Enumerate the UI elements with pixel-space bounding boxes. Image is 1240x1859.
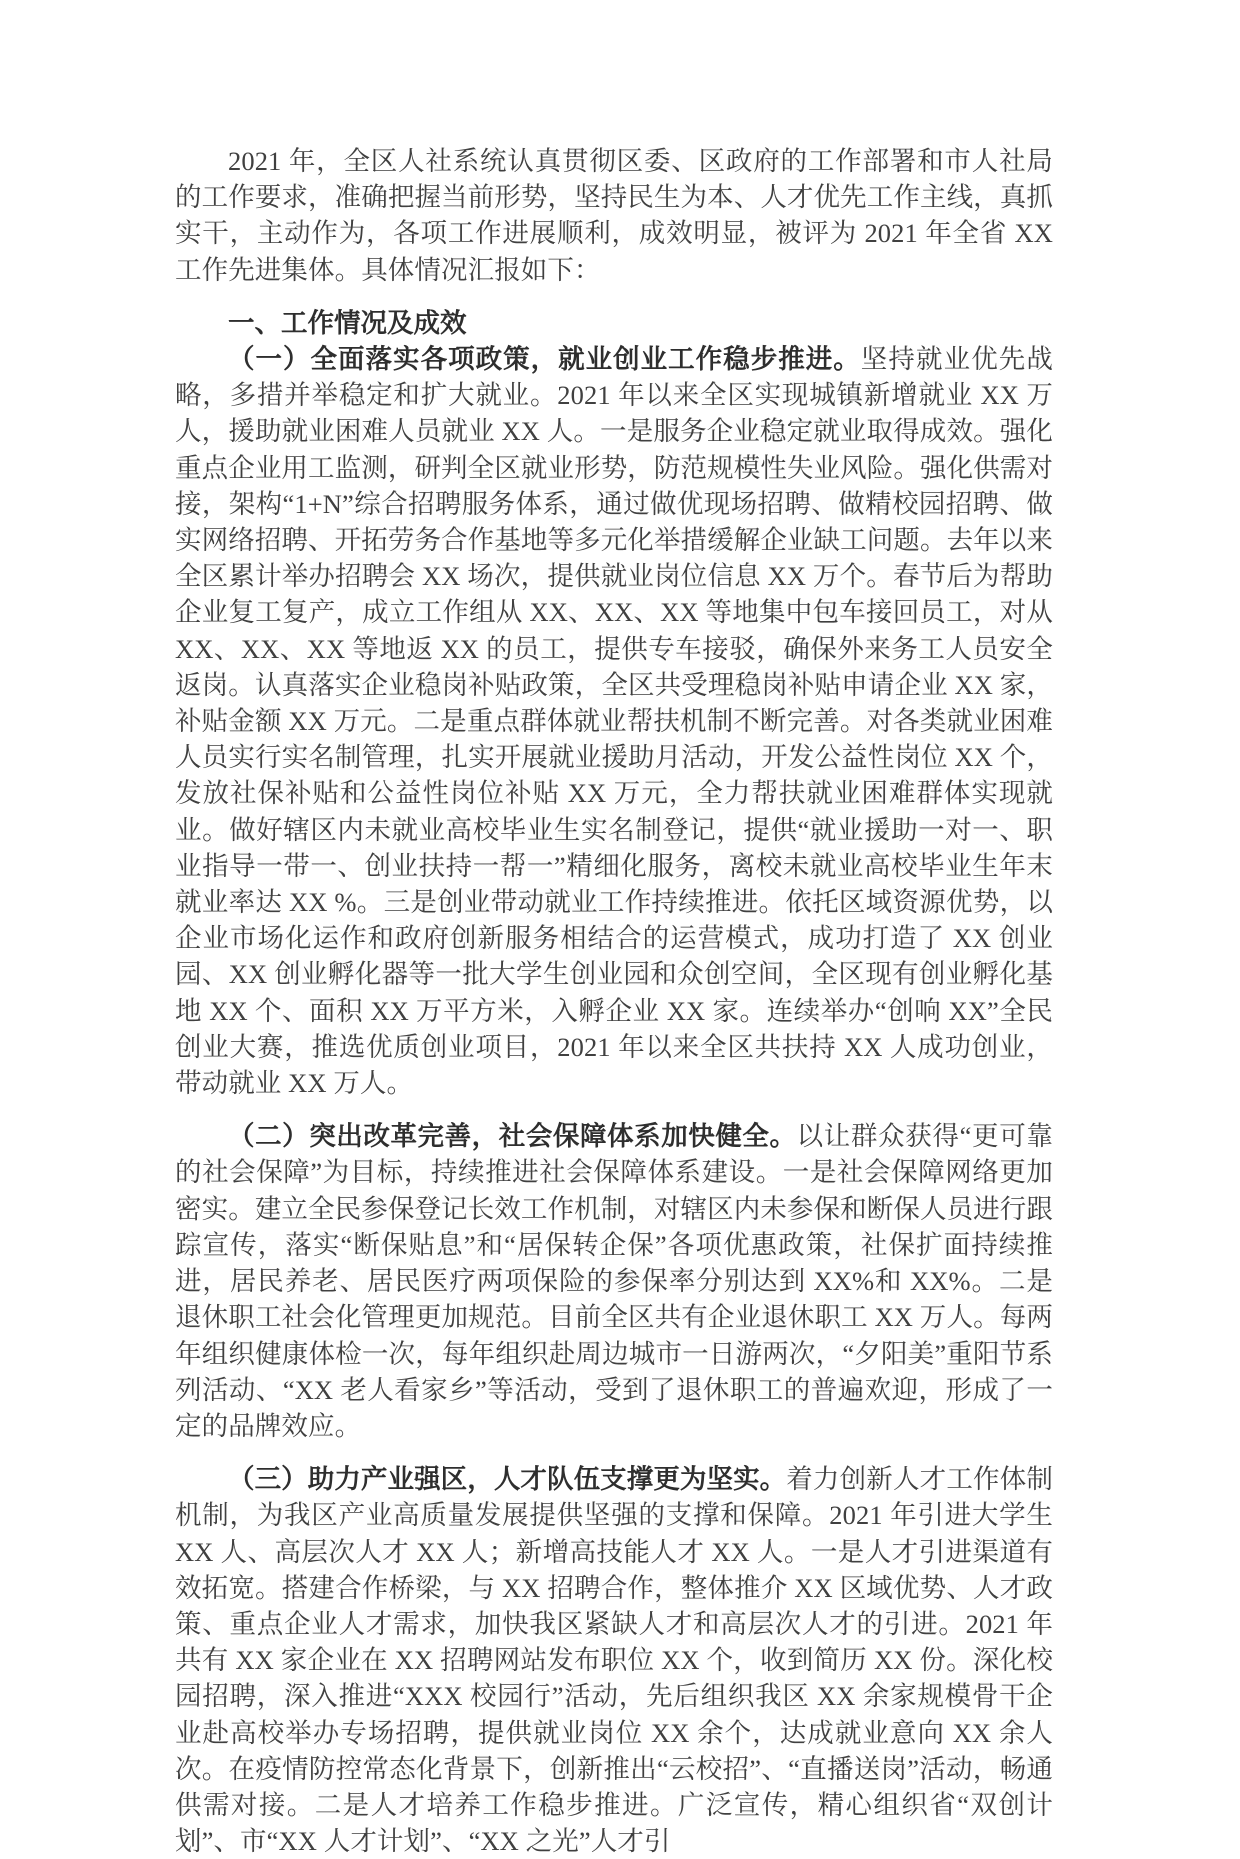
subsection-1-text: 坚持就业优先战略，多措并举稳定和扩大就业。2021 年以来全区实现城镇新增就业 XX 万人，援助就业困难人员就业 XX 人。一是服务企业稳定就业取得成效。强化重点企业用工监测，研判全区就业形势，防范规模性失业风险。强化供需对接，架构“1+N”综合招聘服务体系，通过做优现场招聘、做精校园招聘、做实网络招聘、开拓劳务合作基地等多元化举措缓解企业缺工问题。去年以来全区累计举办招聘会 XX 场次，提供就业岗位信息 XX 万个。春节后为帮助企业复工复产，成立工作组从 XX、XX、XX 等地集中包车接回员工，对从 XX、XX、XX 等地返 XX 的员工，提供专车接驳，确保外来务工人员安全返岗。认真落实企业稳岗补贴政策，全区共受理稳岗补贴申请企业 XX 家，补贴金额 XX 万元。二是重点群体就业帮扶机制不断完善。对各类就业困难人员实行实名制管理，扎实开展就业援助月活动，开发公益性岗位 XX 个，发放社保补贴和公益性岗位补贴 XX 万元，全力帮扶就业困难群体实现就业。做好辖区内未就业高校毕业生实名制登记，提供“就业援助一对一、职业指导一带一、创业扶持一帮一”精细化服务，离校未就业高校毕业生年末就业率达 XX %。三是创业带动就业工作持续推进。依托区域资源优势，以企业市场化运作和政府创新服务相结合的运营模式，成功打造了 XX 创业园、XX 创业孵化器等一批大学生创业园和众创空间，全区现有创业孵化基地 XX 个、面积 XX 万平方米，入孵企业 XX 家。连续举办“创响 XX”全民创业大赛，推选优质创业项目，2021 年以来全区共扶持 XX 人成功创业，带动就业 XX 万人。 [175,344,1054,1099]
subsection-2-text: 以让群众获得“更可靠的社会保障”为目标，持续推进社会保障体系建设。一是社会保障网络更加密实。建立全民参保登记长效工作机制，对辖区内未参保和断保人员进行跟踪宣传，落实“断保贴息”和“居保转企保”各项优惠政策，社保扩面持续推进，居民养老、居民医疗两项保险的参保率分别达到 XX%和 XX%。二是退休职工社会化管理更加规范。目前全区共有企业退休职工 XX 万人。每两年组织健康体检一次，每年组织赴周边城市一日游两次，“夕阳美”重阳节系列活动、“XX 老人看家乡”等活动，受到了退休职工的普遍欢迎，形成了一定的品牌效应。 [175,1121,1054,1441]
subsection-1-lead: （一）全面落实各项政策，就业创业工作稳步推进。 [228,344,861,375]
subsection-3-text: 着力创新人才工作体制机制，为我区产业高质量发展提供坚强的支撑和保障。2021 年引进大学生 XX 人、高层次人才 XX 人；新增高技能人才 XX 人。一是人才引进渠道有效拓宽。搭建合作桥梁，与 XX 招聘合作，整体推介 XX 区域优势、人才政策、重点企业人才需求，加快我区紧缺人才和高层次人才的引进。2021 年共有 XX 家企业在 XX 招聘网站发布职位 XX 个，收到简历 XX 份。深化校园招聘，深入推进“XXX 校园行”活动，先后组织我区 XX 余家规模骨干企业赴高校举办专场招聘，提供就业岗位 XX 余个，达成就业意向 XX 余人次。在疫情防控常态化背景下，创新推出“云校招”、“直播送岗”活动，畅通供需对接。二是人才培养工作稳步推进。广泛宣传，精心组织省“双创计划”、市“XX 人才计划”、“XX 之光”人才引 [175,1464,1053,1857]
section-heading-1: 一、工作情况及成效 [228,307,467,338]
subsection-1 [175,341,1053,1101]
subsection-3 [175,1461,1053,1859]
document-body [175,143,1053,1859]
subsection-2-lead: （二）突出改革完善，社会保障体系加快健全。 [228,1121,797,1152]
subsection-2 [175,1118,1053,1444]
subsection-3-lead: （三）助力产业强区，人才队伍支撑更为坚实。 [228,1464,787,1495]
intro-paragraph: 2021 年，全区人社系统认真贯彻区委、区政府的工作部署和市人社局的工作要求，准确把握当前形势，坚持民生为本、人才优先工作主线，真抓实干，主动作为，各项工作进展顺利，成效明显，被评为 2021 年全省 XX 工作先进集体。具体情况汇报如下： [175,146,1053,285]
